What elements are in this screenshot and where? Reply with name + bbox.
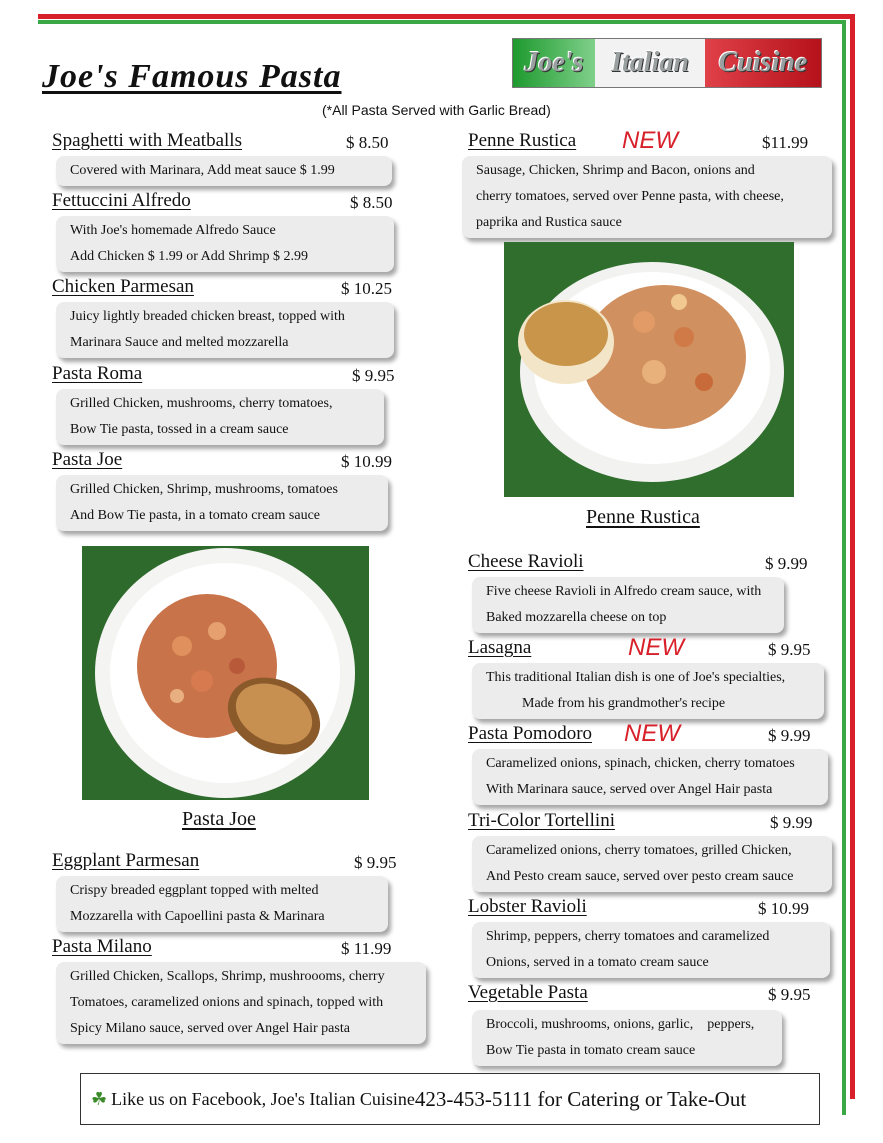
pasta-joe-illustration bbox=[82, 546, 369, 800]
desc-line: Add Chicken $ 1.99 or Add Shrimp $ 2.99 bbox=[70, 249, 308, 264]
desc-line: Covered with Marinara, Add meat sauce $ 1.99 bbox=[70, 163, 335, 178]
item-description bbox=[472, 577, 784, 633]
desc-line: Bow Tie pasta in tomato cream sauce bbox=[486, 1043, 696, 1058]
desc-line: Caramelized onions, cherry tomatoes, grilled Chicken, bbox=[486, 843, 792, 858]
footer-banner bbox=[80, 1073, 820, 1125]
flag-border-red-top bbox=[38, 14, 854, 19]
desc-line: Juicy lightly breaded chicken breast, topped with bbox=[70, 309, 345, 324]
penne-rustica-illustration bbox=[504, 242, 794, 497]
item-price: $ 10.99 bbox=[341, 452, 392, 471]
penne-rustica-photo bbox=[504, 242, 794, 497]
desc-line: Tomatoes, caramelized onions and spinach, topped with bbox=[70, 995, 384, 1010]
flag-border-green-right bbox=[842, 20, 846, 1115]
desc-line: With Marinara sauce, served over Angel Hair pasta bbox=[486, 782, 773, 797]
desc-line: Onions, served in a tomato cream sauce bbox=[486, 955, 709, 970]
clover-icon: ☘ bbox=[91, 1088, 108, 1109]
desc-line: paprika and Rustica sauce bbox=[476, 215, 622, 230]
flag-border-green-top bbox=[38, 20, 846, 24]
item-description bbox=[472, 1010, 782, 1066]
item-name: Pasta Milano bbox=[52, 936, 152, 957]
logo-word-cuisine: Cuisine bbox=[705, 39, 821, 87]
item-name: Pasta Joe bbox=[52, 449, 123, 470]
item-description bbox=[56, 216, 394, 272]
item-price: $ 9.95 bbox=[354, 853, 397, 872]
item-name: Chicken Parmesan bbox=[52, 276, 194, 297]
item-name: Pasta Roma bbox=[52, 363, 143, 384]
item-name: Lobster Ravioli bbox=[468, 896, 587, 917]
item-name: Cheese Ravioli bbox=[468, 551, 584, 572]
desc-line: cherry tomatoes, served over Penne pasta, with cheese, bbox=[476, 189, 784, 204]
item-price: $ 9.99 bbox=[765, 554, 808, 573]
item-price: $ 10.25 bbox=[341, 279, 392, 298]
logo-word-joes: Joe's bbox=[513, 39, 595, 87]
item-price: $ 10.99 bbox=[758, 899, 809, 918]
item-price: $ 9.99 bbox=[768, 726, 811, 745]
page-subtitle: (*All Pasta Served with Garlic Bread) bbox=[322, 102, 551, 118]
desc-line: Sausage, Chicken, Shrimp and Bacon, onions and bbox=[476, 163, 755, 178]
desc-line: Mozzarella with Capoellini pasta & Marinara bbox=[70, 909, 325, 924]
desc-line: Made from his grandmother's recipe bbox=[522, 696, 726, 711]
item-name: Pasta Pomodoro bbox=[468, 723, 593, 744]
desc-line: Marinara Sauce and melted mozzarella bbox=[70, 335, 289, 350]
item-price: $ 8.50 bbox=[346, 133, 389, 152]
desc-line: Caramelized onions, spinach, chicken, cherry tomatoes bbox=[486, 756, 795, 771]
item-price: $11.99 bbox=[762, 133, 809, 152]
item-price: $ 11.99 bbox=[341, 939, 392, 958]
new-badge: NEW bbox=[628, 634, 684, 661]
item-description bbox=[472, 836, 832, 892]
flag-border-red-right bbox=[850, 14, 855, 1099]
logo-word-italian: Italian bbox=[595, 39, 705, 87]
item-description bbox=[56, 156, 392, 186]
item-description bbox=[56, 389, 384, 445]
desc-line: Baked mozzarella cheese on top bbox=[486, 610, 667, 625]
desc-line: Broccoli, mushrooms, onions, garlic, peppers, bbox=[486, 1017, 755, 1032]
item-price: $ 9.99 bbox=[770, 813, 813, 832]
item-price: $ 8.50 bbox=[350, 193, 393, 212]
footer-facebook-text: Like us on Facebook, Joe's Italian Cuisine bbox=[111, 1088, 415, 1109]
desc-line: Bow Tie pasta, tossed in a cream sauce bbox=[70, 422, 289, 437]
photo-caption: Pasta Joe bbox=[182, 808, 256, 830]
desc-line: Spicy Milano sauce, served over Angel Hair pasta bbox=[70, 1021, 350, 1036]
item-description bbox=[56, 302, 394, 358]
item-description bbox=[472, 922, 830, 978]
item-description bbox=[56, 962, 426, 1044]
item-name: Penne Rustica bbox=[468, 130, 577, 151]
desc-line: Grilled Chicken, mushrooms, cherry tomatoes, bbox=[70, 396, 333, 411]
item-name: Tri-Color Tortellini bbox=[468, 810, 615, 831]
footer-phone-text: 423-453-5111 for Catering or Take-Out bbox=[414, 1086, 747, 1111]
item-name: Lasagna bbox=[468, 637, 532, 658]
photo-caption: Penne Rustica bbox=[586, 506, 700, 528]
new-badge: NEW bbox=[622, 127, 678, 154]
new-badge: NEW bbox=[624, 720, 680, 747]
item-description bbox=[462, 156, 832, 238]
item-price: $ 9.95 bbox=[768, 985, 811, 1004]
item-name: Vegetable Pasta bbox=[468, 982, 588, 1003]
desc-line: Crispy breaded eggplant topped with melted bbox=[70, 883, 319, 898]
desc-line: Grilled Chicken, Scallops, Shrimp, mushroooms, cherry bbox=[70, 969, 385, 984]
item-name: Fettuccini Alfredo bbox=[52, 190, 191, 211]
pasta-joe-photo bbox=[82, 546, 369, 800]
desc-line: Grilled Chicken, Shrimp, mushrooms, tomatoes bbox=[70, 482, 338, 497]
desc-line: Five cheese Ravioli in Alfredo cream sauce, with bbox=[486, 584, 762, 599]
item-description bbox=[56, 876, 388, 932]
item-name: Eggplant Parmesan bbox=[52, 850, 200, 871]
page-title: Joe's Famous Pasta bbox=[42, 58, 342, 95]
item-description bbox=[472, 663, 824, 719]
item-price: $ 9.95 bbox=[352, 366, 395, 385]
desc-line: And Bow Tie pasta, in a tomato cream sauce bbox=[70, 508, 321, 523]
item-description bbox=[472, 749, 828, 805]
item-name: Spaghetti with Meatballs bbox=[52, 130, 242, 151]
restaurant-logo bbox=[512, 38, 822, 88]
desc-line: With Joe's homemade Alfredo Sauce bbox=[70, 223, 276, 238]
desc-line: This traditional Italian dish is one of Joe's specialties, bbox=[486, 670, 786, 685]
desc-line: Shrimp, peppers, cherry tomatoes and caramelized bbox=[486, 929, 770, 944]
item-description bbox=[56, 475, 388, 531]
item-price: $ 9.95 bbox=[768, 640, 811, 659]
desc-line: And Pesto cream sauce, served over pesto cream sauce bbox=[486, 869, 794, 884]
